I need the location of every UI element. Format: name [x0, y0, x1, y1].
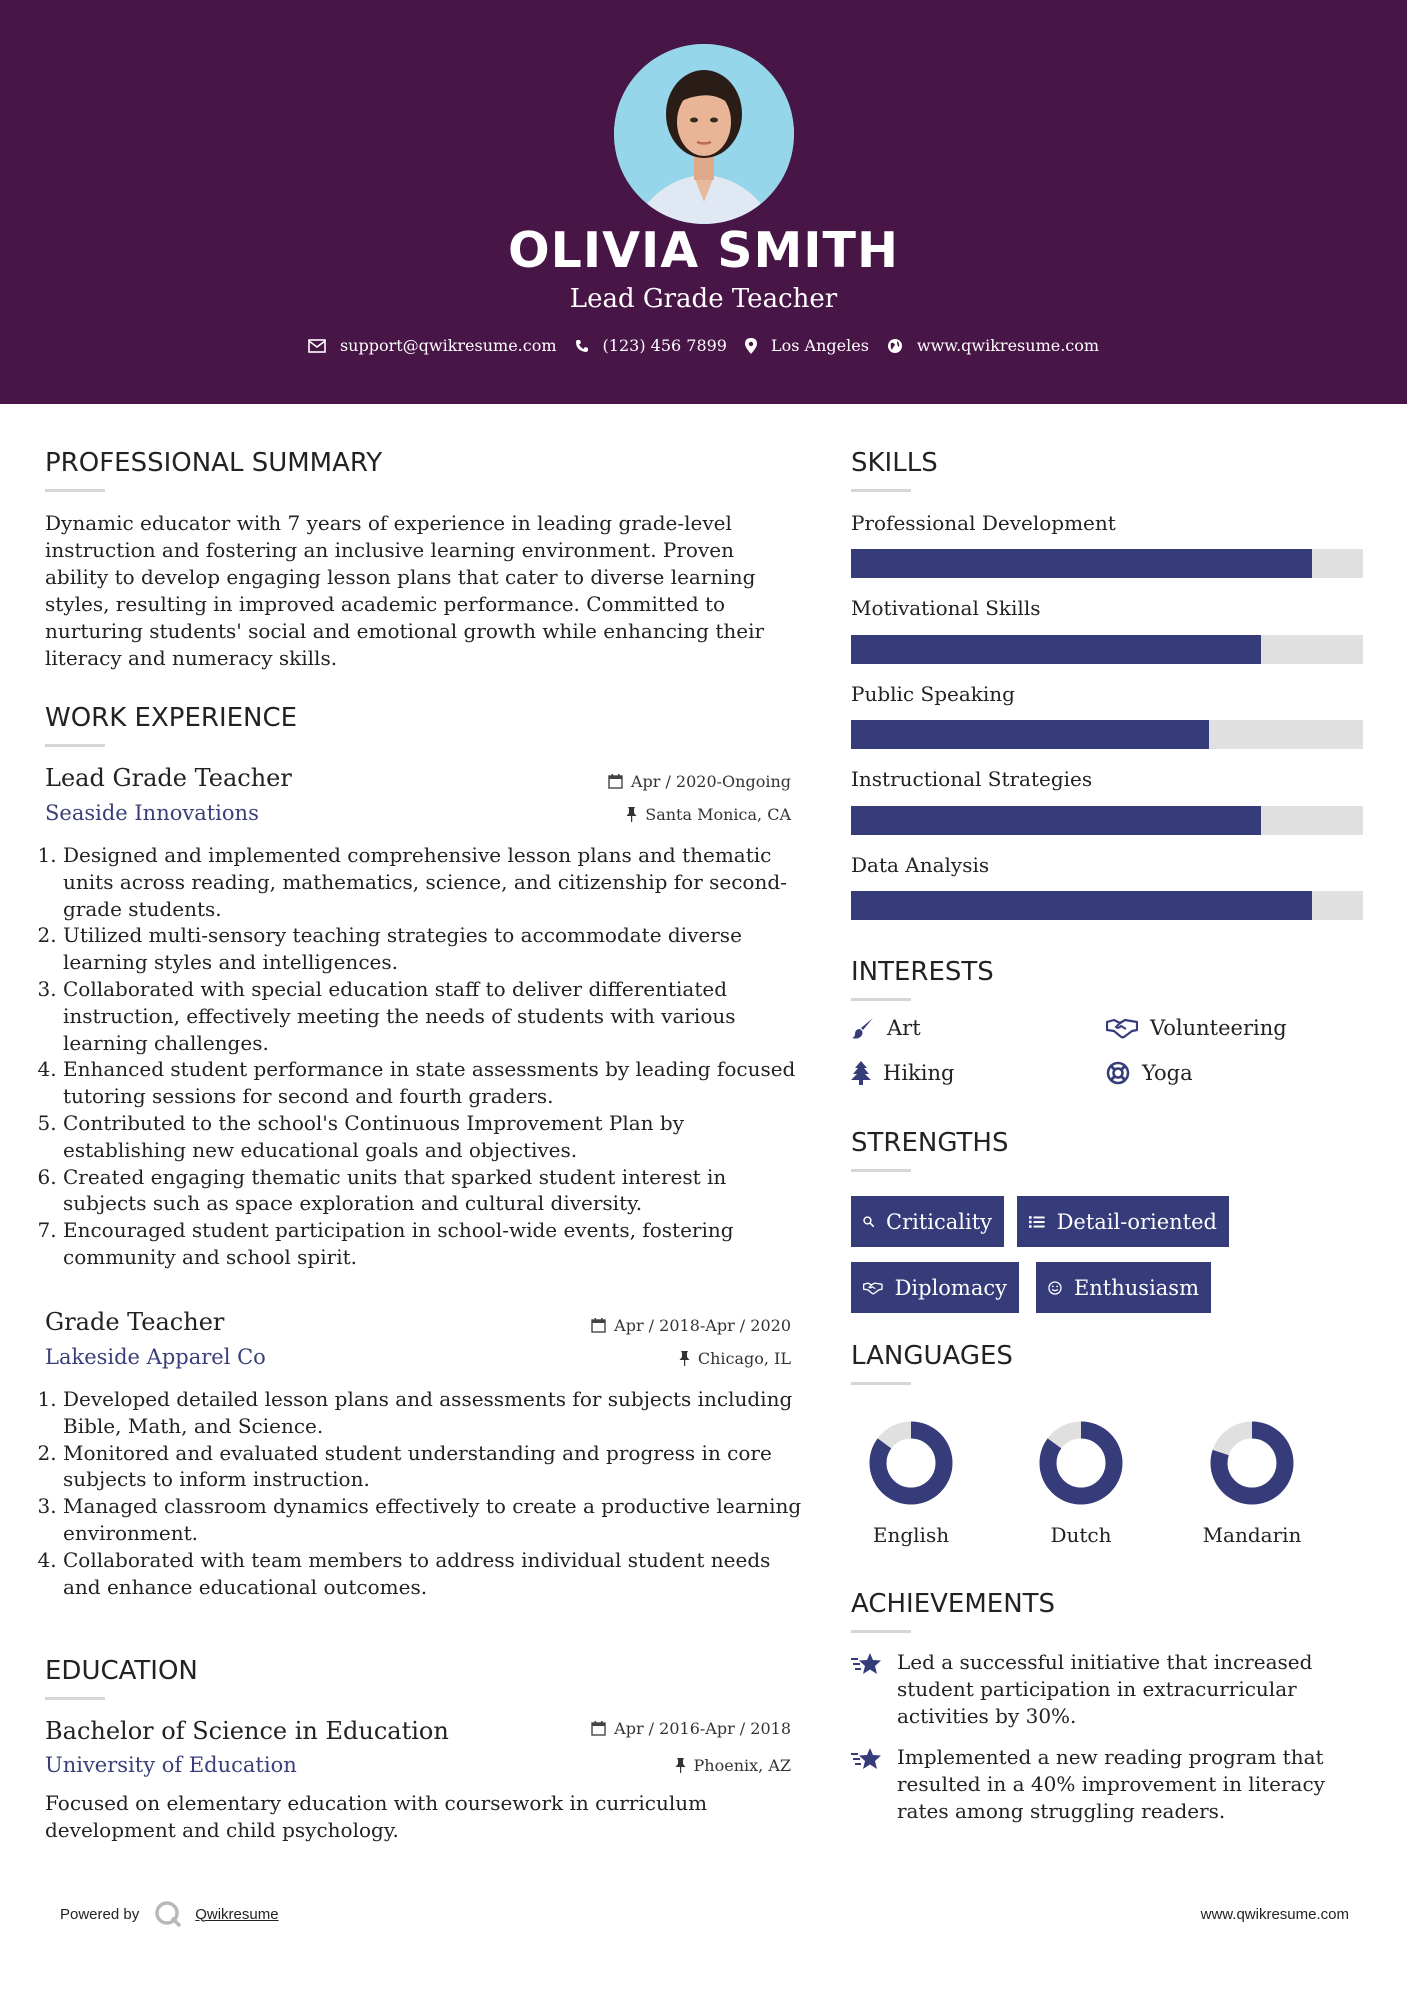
location-text: Los Angeles: [770, 336, 869, 355]
strength-badge: [1017, 1196, 1229, 1247]
map-pin-icon: [745, 338, 757, 354]
strengths-divider: [851, 1169, 911, 1172]
interest-item-art: [851, 1016, 921, 1040]
experience-divider: [45, 744, 105, 747]
job-location: [626, 805, 791, 824]
language-label: Mandarin: [1202, 1523, 1302, 1547]
languages-heading: LANGUAGES: [851, 1341, 1013, 1371]
summary-heading: PROFESSIONAL SUMMARY: [45, 448, 383, 478]
globe-icon: [887, 338, 903, 354]
handshake-icon: [1106, 1017, 1138, 1039]
languages-divider: [851, 1382, 911, 1385]
achievements-divider: [851, 1630, 911, 1633]
achievements-heading: ACHIEVEMENTS: [851, 1589, 1056, 1619]
interest-label: Yoga: [1142, 1061, 1193, 1085]
handshake-icon: [863, 1277, 883, 1299]
job-dates: [591, 1316, 791, 1335]
interests-divider: [851, 998, 911, 1001]
footer-website[interactable]: www.qwikresume.com: [1200, 1906, 1349, 1923]
lifebuoy-icon: [1106, 1061, 1130, 1085]
skill-bar: [851, 806, 1363, 835]
star-award-icon: [851, 1651, 883, 1677]
envelope-icon: [308, 339, 326, 353]
skill-label: Professional Development: [851, 511, 1116, 535]
list-item: 4. Enhanced student performance in state assessments by leading focused tutoring sessions for second and fourth graders.: [63, 1056, 803, 1110]
phone-icon: [575, 339, 589, 353]
job-location-text: Chicago, IL: [697, 1349, 791, 1368]
smile-icon: [1048, 1277, 1062, 1299]
education-location: [675, 1756, 791, 1775]
calendar-icon: [608, 774, 623, 789]
candidate-name: OLIVIA SMITH: [508, 222, 899, 279]
contact-location: [745, 336, 869, 355]
profile-photo: [614, 44, 794, 224]
brand-link[interactable]: Qwikresume: [195, 1905, 279, 1923]
list-item: 3. Collaborated with special education staff to deliver differentiated instruction, effectively meeting the needs of students with various learning challenges.: [63, 976, 803, 1056]
pushpin-icon: [679, 1351, 690, 1366]
phone-text: (123) 456 7899: [602, 336, 727, 355]
achievement-item: [851, 1649, 1371, 1730]
education-dates: [591, 1719, 791, 1738]
calendar-icon: [591, 1721, 606, 1736]
skill-bar-fill: [851, 549, 1312, 578]
candidate-title: Lead Grade Teacher: [569, 284, 838, 314]
achievement-text: Led a successful initiative that increased student participation in extracurricular activities by 30%.: [897, 1650, 1313, 1728]
calendar-icon: [591, 1318, 606, 1333]
search-icon: [863, 1211, 874, 1232]
footer-branding: [60, 1899, 279, 1929]
language-donut: [1192, 1419, 1312, 1507]
email-text: support@qwikresume.com: [339, 336, 557, 355]
language-donut: [851, 1419, 971, 1507]
skill-bar-fill: [851, 891, 1312, 920]
strength-label: Criticality: [886, 1209, 992, 1234]
job-title: Grade Teacher: [45, 1308, 225, 1336]
skill-bar: [851, 891, 1363, 920]
job-dates: [608, 772, 791, 791]
star-award-icon: [851, 1746, 883, 1772]
achievement-text: Implemented a new reading program that resulted in a 40% improvement in literacy rates among struggling readers.: [897, 1745, 1325, 1823]
company-name: Seaside Innovations: [45, 801, 259, 825]
skills-divider: [851, 489, 911, 492]
job-bullets: [45, 842, 803, 1271]
contact-website[interactable]: [887, 336, 1099, 355]
contact-email[interactable]: [308, 336, 557, 355]
job-dates-text: Apr / 2018-Apr / 2020: [614, 1316, 791, 1335]
interest-item-volunteering: [1106, 1016, 1287, 1040]
skill-bar-fill: [851, 720, 1209, 749]
strength-badge: [851, 1262, 1019, 1313]
strength-label: Enthusiasm: [1073, 1275, 1199, 1300]
job-location: [679, 1349, 791, 1368]
strengths-heading: STRENGTHS: [851, 1128, 1009, 1158]
list-item: 6. Created engaging thematic units that sparked student interest in subjects such as space exploration and cultural diversity.: [63, 1164, 803, 1218]
pushpin-icon: [675, 1758, 686, 1773]
list-item: 2. Monitored and evaluated student understanding and progress in core subjects to inform instruction.: [63, 1440, 803, 1494]
skill-label: Motivational Skills: [851, 596, 1041, 620]
website-text: www.qwikresume.com: [916, 336, 1100, 355]
language-donut: [1021, 1419, 1141, 1507]
list-item: 2. Utilized multi-sensory teaching strategies to accommodate diverse learning styles and intelligences.: [63, 922, 803, 976]
list-item: 3. Managed classroom dynamics effectively to create a productive learning environment.: [63, 1493, 803, 1547]
school-name: University of Education: [45, 1753, 297, 1777]
skill-label: Data Analysis: [851, 853, 990, 877]
language-item: [1192, 1419, 1312, 1559]
summary-divider: [45, 489, 105, 492]
interests-heading: INTERESTS: [851, 957, 994, 987]
summary-text: Dynamic educator with 7 years of experience in leading grade-level instruction and fostering an inclusive learning environment. Proven ability to develop engaging lesson plans that cater to diverse learning styles, resulting in improved academic performance. Committed to nurturing students' social and emotional growth while enhancing their literacy and numeracy skills.: [45, 511, 765, 670]
skill-bar-fill: [851, 635, 1261, 664]
skills-heading: SKILLS: [851, 448, 938, 478]
qwikresume-logo-icon: [153, 1899, 183, 1929]
tree-icon: [851, 1061, 871, 1085]
education-heading: EDUCATION: [45, 1656, 198, 1686]
degree-title: Bachelor of Science in Education: [45, 1717, 449, 1745]
list-icon: [1029, 1213, 1045, 1231]
education-divider: [45, 1697, 105, 1700]
pushpin-icon: [626, 807, 637, 822]
contact-phone[interactable]: [575, 336, 727, 355]
skill-label: Instructional Strategies: [851, 767, 1093, 791]
list-item: 7. Encouraged student participation in school-wide events, fostering community and school spirit.: [63, 1217, 803, 1271]
strength-badge: [1036, 1262, 1211, 1313]
language-item: [1021, 1419, 1141, 1559]
skill-label: Public Speaking: [851, 682, 1015, 706]
interest-item-hiking: [851, 1061, 954, 1085]
resume-header: [0, 0, 1407, 404]
education-dates-text: Apr / 2016-Apr / 2018: [614, 1719, 791, 1738]
language-label: English: [872, 1523, 950, 1547]
job-location-text: Santa Monica, CA: [645, 805, 791, 824]
paintbrush-icon: [851, 1016, 875, 1040]
education-description: Focused on elementary education with coursework in curriculum development and child psychology.: [45, 1791, 708, 1842]
list-item: 1. Designed and implemented comprehensive lesson plans and thematic units across reading, mathematics, science, and citizenship for second-grade students.: [63, 842, 803, 922]
job-bullets: [45, 1386, 803, 1600]
list-item: 4. Collaborated with team members to address individual student needs and enhance educational outcomes.: [63, 1547, 803, 1601]
company-name: Lakeside Apparel Co: [45, 1345, 266, 1369]
skill-bar: [851, 549, 1363, 578]
contact-row: [0, 336, 1407, 355]
achievement-item: [851, 1744, 1371, 1825]
list-item: 5. Contributed to the school's Continuous Improvement Plan by establishing new educational goals and objectives.: [63, 1110, 803, 1164]
education-location-text: Phoenix, AZ: [693, 1756, 791, 1775]
strength-badge: [851, 1196, 1004, 1247]
interest-label: Volunteering: [1150, 1016, 1287, 1040]
strength-label: Diplomacy: [894, 1275, 1007, 1300]
language-item: [851, 1419, 971, 1559]
language-label: Dutch: [1050, 1523, 1112, 1547]
job-title: Lead Grade Teacher: [45, 764, 292, 792]
interest-label: Hiking: [883, 1061, 955, 1085]
strength-label: Detail-oriented: [1056, 1209, 1217, 1234]
job-dates-text: Apr / 2020-Ongoing: [630, 772, 791, 791]
skill-bar: [851, 635, 1363, 664]
powered-by-text: Powered by: [60, 1905, 140, 1923]
experience-heading: WORK EXPERIENCE: [45, 703, 298, 733]
list-item: 1. Developed detailed lesson plans and assessments for subjects including Bible, Math, and Science.: [63, 1386, 803, 1440]
interest-item-yoga: [1106, 1061, 1193, 1085]
skill-bar-fill: [851, 806, 1261, 835]
skill-bar: [851, 720, 1363, 749]
interest-label: Art: [887, 1016, 921, 1040]
